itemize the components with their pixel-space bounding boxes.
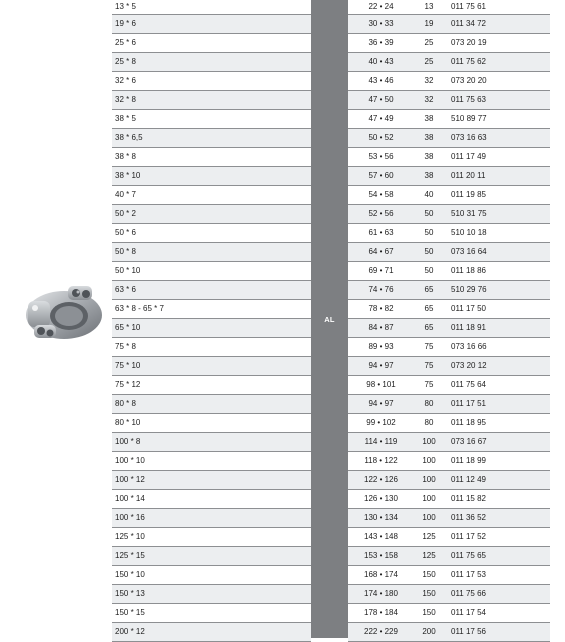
size-cell: 150 * 13 (115, 589, 145, 598)
diameter-cell: 74 • 76 (368, 285, 394, 294)
nominal-cell: 125 (422, 532, 436, 541)
size-row (112, 167, 311, 186)
size-column (112, 0, 311, 642)
article-code-cell: 073 16 64 (451, 247, 487, 256)
size-row (112, 243, 311, 262)
spec-row (348, 91, 550, 110)
size-cell: 13 * 5 (115, 2, 136, 11)
article-code-cell: 011 36 52 (451, 513, 486, 522)
spec-row (348, 604, 550, 623)
size-cell: 125 * 10 (115, 532, 145, 541)
size-cell: 75 * 8 (115, 342, 136, 351)
spec-row (348, 72, 550, 91)
spec-row (348, 509, 550, 528)
nominal-cell: 65 (424, 304, 434, 313)
nominal-cell: 25 (424, 57, 434, 66)
article-code-cell: 073 16 63 (451, 133, 487, 142)
spec-row (348, 53, 550, 72)
diameter-cell: 52 • 56 (368, 209, 394, 218)
diameter-cell: 22 • 24 (368, 2, 394, 11)
spec-row (348, 224, 550, 243)
size-row (112, 528, 311, 547)
article-code-cell: 011 20 11 (451, 171, 486, 180)
diameter-cell: 30 • 33 (368, 19, 394, 28)
diameter-cell: 53 • 56 (368, 152, 394, 161)
spec-row (348, 15, 550, 34)
spec-row (348, 414, 550, 433)
article-code-cell: 011 17 54 (451, 608, 486, 617)
nominal-cell: 50 (424, 247, 434, 256)
size-cell: 50 * 6 (115, 228, 136, 237)
article-code-cell: 011 18 91 (451, 323, 486, 332)
size-row (112, 186, 311, 205)
size-cell: 75 * 10 (115, 361, 141, 370)
size-cell: 50 * 10 (115, 266, 141, 275)
size-cell: 38 * 5 (115, 114, 136, 123)
size-cell: 200 * 12 (115, 627, 145, 636)
size-row (112, 205, 311, 224)
size-cell: 100 * 10 (115, 456, 145, 465)
size-row (112, 490, 311, 509)
spec-row (348, 490, 550, 509)
spec-row (348, 243, 550, 262)
article-code-cell: 073 20 19 (451, 38, 487, 47)
spec-row (348, 262, 550, 281)
nominal-cell: 50 (424, 266, 434, 275)
size-cell: 80 * 10 (115, 418, 141, 427)
nominal-cell: 38 (424, 152, 434, 161)
nominal-cell: 40 (424, 190, 434, 199)
nominal-cell: 50 (424, 228, 434, 237)
diameter-cell: 64 • 67 (368, 247, 394, 256)
size-cell: 125 * 15 (115, 551, 145, 560)
article-code-cell: 073 20 12 (451, 361, 487, 370)
diameter-cell: 89 • 93 (368, 342, 394, 351)
spec-row (348, 205, 550, 224)
size-cell: 150 * 10 (115, 570, 145, 579)
nominal-cell: 100 (422, 494, 436, 503)
article-code-cell: 011 18 86 (451, 266, 486, 275)
article-code-cell: 011 17 51 (451, 399, 486, 408)
diameter-cell: 40 • 43 (368, 57, 394, 66)
size-cell: 63 * 6 (115, 285, 136, 294)
nominal-cell: 150 (422, 608, 436, 617)
size-row (112, 224, 311, 243)
size-row (112, 148, 311, 167)
spec-row (348, 186, 550, 205)
size-cell: 100 * 14 (115, 494, 145, 503)
nominal-cell: 38 (424, 114, 434, 123)
size-row (112, 300, 311, 319)
diameter-cell: 94 • 97 (368, 399, 394, 408)
nominal-cell: 100 (422, 513, 436, 522)
size-cell: 38 * 6,5 (115, 133, 143, 142)
article-code-cell: 011 75 63 (451, 95, 486, 104)
diameter-cell: 122 • 126 (364, 475, 398, 484)
diameter-cell: 168 • 174 (364, 570, 398, 579)
size-row (112, 129, 311, 148)
size-row (112, 452, 311, 471)
size-cell: 75 * 12 (115, 380, 141, 389)
diameter-cell: 178 • 184 (364, 608, 398, 617)
article-code-cell: 011 12 49 (451, 475, 486, 484)
nominal-cell: 75 (424, 342, 434, 351)
size-cell: 38 * 10 (115, 171, 141, 180)
diameter-cell: 47 • 49 (368, 114, 394, 123)
nominal-cell: 100 (422, 475, 436, 484)
nominal-cell: 80 (424, 418, 434, 427)
size-cell: 25 * 6 (115, 38, 136, 47)
article-code-cell: 011 19 85 (451, 190, 486, 199)
diameter-cell: 114 • 119 (364, 437, 398, 446)
size-row (112, 471, 311, 490)
size-cell: 19 * 6 (115, 19, 136, 28)
spec-row (348, 338, 550, 357)
size-row (112, 15, 311, 34)
nominal-cell: 65 (424, 323, 434, 332)
diameter-cell: 118 • 122 (364, 456, 398, 465)
article-code-cell: 011 17 56 (451, 627, 486, 636)
spec-row (348, 433, 550, 452)
size-cell: 32 * 8 (115, 95, 136, 104)
size-row (112, 547, 311, 566)
size-cell: 32 * 6 (115, 76, 136, 85)
article-code-cell: 073 20 20 (451, 76, 487, 85)
size-row (112, 623, 311, 642)
article-code-cell: 011 15 82 (451, 494, 486, 503)
diameter-cell: 153 • 158 (364, 551, 398, 560)
size-cell: 38 * 8 (115, 152, 136, 161)
article-code-cell: 011 17 52 (451, 532, 486, 541)
spec-row (348, 528, 550, 547)
size-cell: 150 * 15 (115, 608, 145, 617)
spec-row (348, 34, 550, 53)
article-code-cell: 011 18 99 (451, 456, 486, 465)
nominal-cell: 150 (422, 570, 436, 579)
diameter-cell: 126 • 130 (364, 494, 398, 503)
article-code-cell: 073 16 66 (451, 342, 487, 351)
size-row (112, 262, 311, 281)
material-band (311, 0, 348, 638)
spec-row (348, 623, 550, 642)
size-cell: 50 * 8 (115, 247, 136, 256)
size-row (112, 566, 311, 585)
nominal-cell: 75 (424, 361, 434, 370)
size-row (112, 91, 311, 110)
size-row (112, 585, 311, 604)
article-code-cell: 510 10 18 (451, 228, 487, 237)
size-row (112, 53, 311, 72)
size-cell: 25 * 8 (115, 57, 136, 66)
size-row (112, 357, 311, 376)
spec-row (348, 395, 550, 414)
size-cell: 40 * 7 (115, 190, 136, 199)
size-cell: 80 * 8 (115, 399, 136, 408)
article-code-cell: 510 29 76 (451, 285, 487, 294)
spec-columns (348, 0, 550, 642)
spec-row (348, 167, 550, 186)
nominal-cell: 100 (422, 437, 436, 446)
size-row (112, 319, 311, 338)
size-cell: 100 * 12 (115, 475, 145, 484)
article-code-cell: 011 75 66 (451, 589, 486, 598)
article-code-cell: 011 17 50 (451, 304, 486, 313)
nominal-cell: 65 (424, 285, 434, 294)
size-cell: 50 * 2 (115, 209, 136, 218)
size-row (112, 376, 311, 395)
article-code-cell: 510 89 77 (451, 114, 487, 123)
spec-row (348, 547, 550, 566)
spec-row (348, 0, 550, 15)
nominal-cell: 80 (424, 399, 434, 408)
diameter-cell: 130 • 134 (364, 513, 398, 522)
article-code-cell: 011 75 62 (451, 57, 486, 66)
spec-row (348, 319, 550, 338)
size-row (112, 110, 311, 129)
nominal-cell: 150 (422, 589, 436, 598)
size-row (112, 338, 311, 357)
article-code-cell: 011 34 72 (451, 19, 486, 28)
article-code-cell: 011 75 65 (451, 551, 486, 560)
spec-row (348, 357, 550, 376)
nominal-cell: 25 (424, 38, 434, 47)
article-code-cell: 011 75 64 (451, 380, 486, 389)
material-label: AL (324, 315, 335, 324)
diameter-cell: 94 • 97 (368, 361, 394, 370)
diameter-cell: 98 • 101 (366, 380, 396, 389)
size-cell: 100 * 8 (115, 437, 141, 446)
size-cell: 100 * 16 (115, 513, 145, 522)
spec-row (348, 300, 550, 319)
article-code-cell: 510 31 75 (451, 209, 487, 218)
diameter-cell: 36 • 39 (368, 38, 394, 47)
nominal-cell: 50 (424, 209, 434, 218)
diameter-cell: 47 • 50 (368, 95, 394, 104)
size-row (112, 509, 311, 528)
spec-row (348, 110, 550, 129)
article-code-cell: 011 17 53 (451, 570, 486, 579)
nominal-cell: 125 (422, 551, 436, 560)
nominal-cell: 32 (424, 95, 434, 104)
diameter-cell: 69 • 71 (368, 266, 394, 275)
size-row (112, 395, 311, 414)
article-code-cell: 011 75 61 (451, 2, 486, 11)
spec-row (348, 471, 550, 490)
spec-row (348, 585, 550, 604)
size-row (112, 414, 311, 433)
article-code-cell: 073 16 67 (451, 437, 487, 446)
spec-row (348, 148, 550, 167)
diameter-cell: 143 • 148 (364, 532, 398, 541)
size-row (112, 604, 311, 623)
diameter-cell: 222 • 229 (364, 627, 398, 636)
size-row (112, 433, 311, 452)
diameter-cell: 50 • 52 (368, 133, 394, 142)
diameter-cell: 84 • 87 (368, 323, 394, 332)
nominal-cell: 75 (424, 380, 434, 389)
size-row (112, 72, 311, 91)
spec-row (348, 376, 550, 395)
diameter-cell: 57 • 60 (368, 171, 394, 180)
diameter-cell: 78 • 82 (368, 304, 394, 313)
nominal-cell: 32 (424, 76, 434, 85)
spec-row (348, 281, 550, 300)
diameter-cell: 99 • 102 (366, 418, 396, 427)
spec-row (348, 566, 550, 585)
nominal-cell: 19 (424, 19, 434, 28)
nominal-cell: 200 (422, 627, 436, 636)
size-cell: 65 * 10 (115, 323, 141, 332)
aluminium-safety-clamp-icon (22, 283, 104, 343)
nominal-cell: 100 (422, 456, 436, 465)
size-row (112, 0, 311, 15)
diameter-cell: 174 • 180 (364, 589, 398, 598)
nominal-cell: 13 (424, 2, 434, 11)
size-cell: 63 * 8 - 65 * 7 (115, 304, 164, 313)
size-row (112, 281, 311, 300)
diameter-cell: 61 • 63 (368, 228, 394, 237)
diameter-cell: 43 • 46 (368, 76, 394, 85)
spec-row (348, 452, 550, 471)
nominal-cell: 38 (424, 171, 434, 180)
diameter-cell: 54 • 58 (368, 190, 394, 199)
size-row (112, 34, 311, 53)
article-code-cell: 011 18 95 (451, 418, 486, 427)
article-code-cell: 011 17 49 (451, 152, 486, 161)
spec-row (348, 129, 550, 148)
nominal-cell: 38 (424, 133, 434, 142)
